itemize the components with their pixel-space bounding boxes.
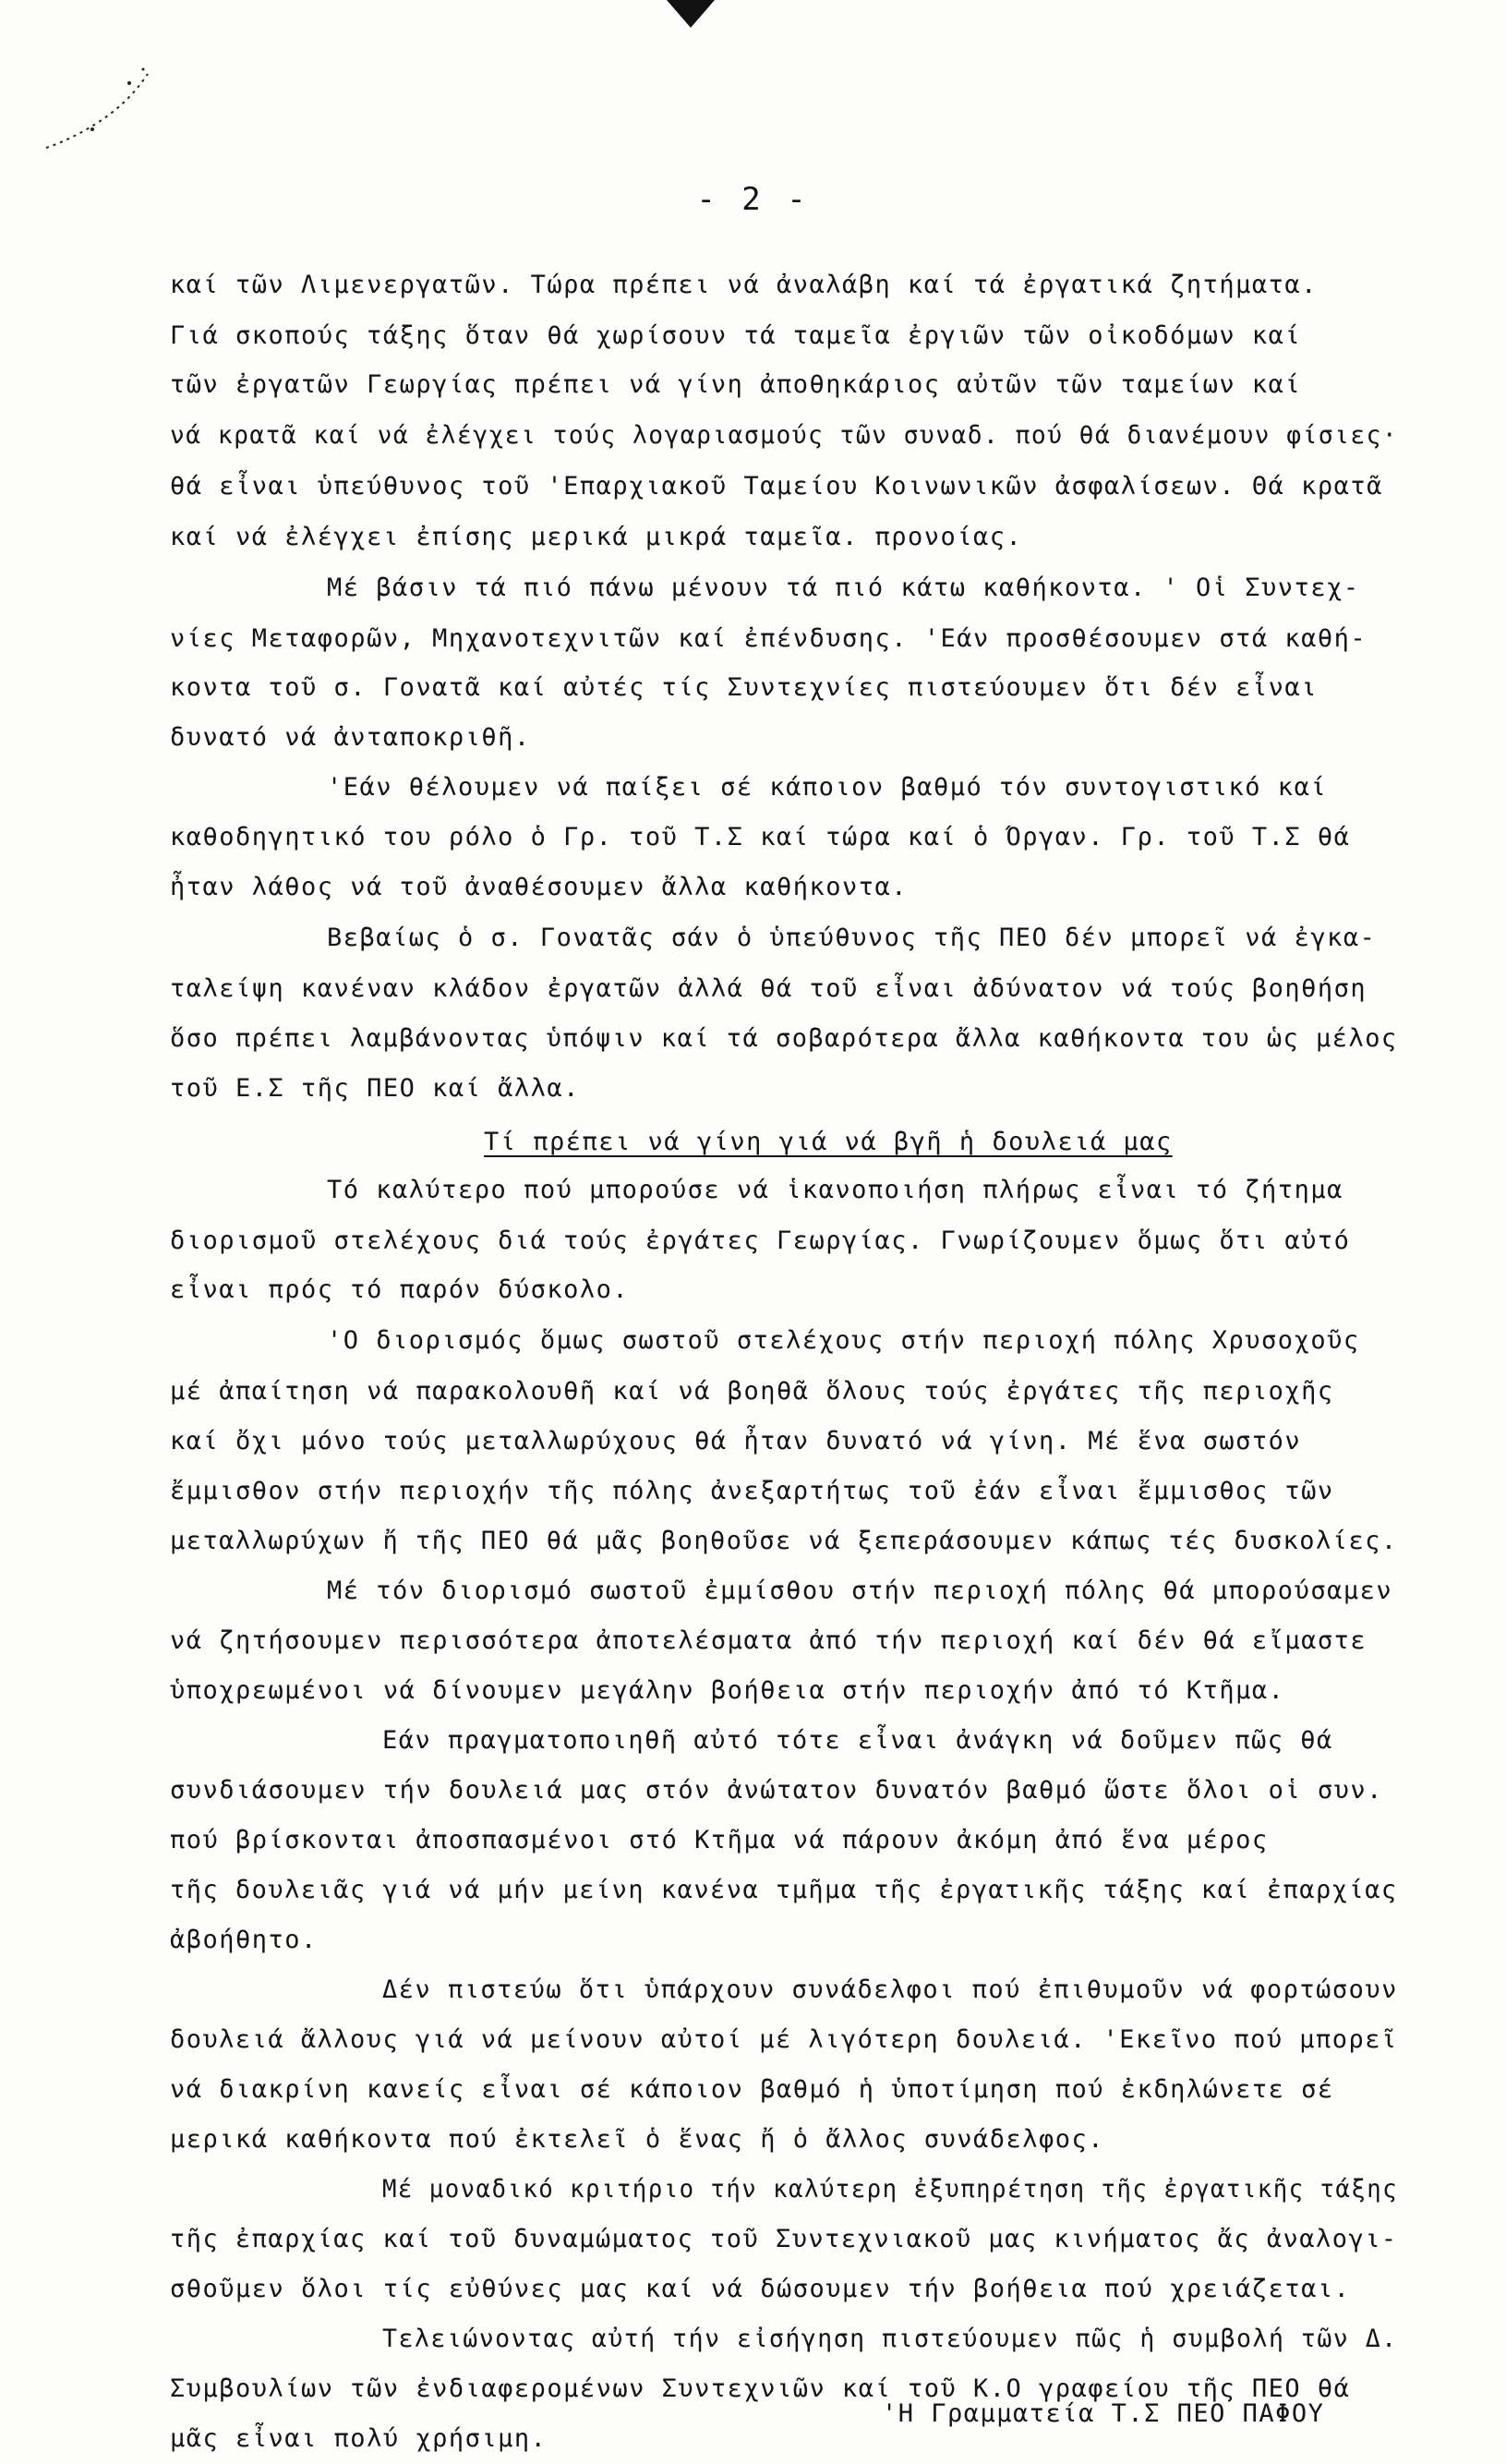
text-line: Μέ μοναδικό κριτήριο τήν καλύτερη ἐξυπηρέτηση τῆς ἐργατικῆς τάξης <box>382 2175 1399 2204</box>
text-line: νά διακρίνη κανείς εἶναι σέ κάποιον βαθμό ἡ ὑποτίμηση πού ἐκδηλώνετε σέ <box>170 2075 1334 2104</box>
text-line: μᾶς εἶναι πολύ χρήσιμη. <box>170 2424 548 2453</box>
text-line: πού βρίσκονται ἀποσπασμένοι στό Κτῆμα νά πάρουν ἀκόμη ἀπό ἕνα μέρος <box>170 1826 1269 1854</box>
text-line: Μέ τόν διορισμό σωστοῦ ἐμμίσθου στήν περιοχή πόλης θά μπορούσαμεν <box>327 1576 1393 1605</box>
text-line: ἦταν λάθος νά τοῦ ἀναθέσουμεν ἄλλα καθήκοντα. <box>170 873 908 901</box>
text-line: νά κρατᾶ καί νά ἐλέγχει τούς λογαριασμούς τῶν συναδ. πού θά διανέμουν φίσιες· <box>170 421 1399 450</box>
text-line: νά ζητήσουμεν περισσότερα ἀποτελέσματα ἀπό τήν περιοχή καί δέν θά εἴμαστε <box>170 1626 1367 1655</box>
text-line: Δέν πιστεύω ὅτι ὑπάρχουν συνάδελφοι πού ἐπιθυμοῦν νά φορτώσουν <box>382 1975 1398 2004</box>
text-line: τοῦ Ε.Σ τῆς ΠΕΟ καί ἄλλα. <box>170 1074 580 1103</box>
text-line: Μέ βάσιν τά πιό πάνω μένουν τά πιό κάτω καθήκοντα. ' Οἱ Συντεχ- <box>327 574 1360 602</box>
text-line: 'Εάν θέλουμεν νά παίξει σέ κάποιον βαθμό τόν συντογιστικό καί <box>327 773 1328 802</box>
text-line: καθοδηγητικό του ρόλο ὁ Γρ. τοῦ Τ.Σ καί τώρα καί ὁ Όργαν. Γρ. τοῦ Τ.Σ θά <box>170 823 1351 852</box>
text-line: κοντα τοῦ σ. Γονατᾶ καί αὐτές τίς Συντεχνίες πιστεύουμεν ὅτι δέν εἶναι <box>170 673 1318 702</box>
text-line: τῆς ἐπαρχίας καί τοῦ δυναμώματος τοῦ Συντεχνιακοῦ μας κινήματος ἄς ἀναλογι- <box>170 2225 1398 2253</box>
page-number: - 2 - <box>696 181 810 218</box>
text-line: ἔμμισθον στήν περιοχήν τῆς πόλης ἀνεξαρτήτως τοῦ ἐάν εἶναι ἔμμισθος τῶν <box>170 1477 1334 1505</box>
text-line: σθοῦμεν ὅλοι τίς εὐθύνες μας καί νά δώσουμεν τήν βοήθεια πού χρειάζεται. <box>170 2275 1351 2303</box>
text-line: θά εἶναι ὑπεύθυνος τοῦ 'Επαρχιακοῦ Ταμείου Κοινωνικῶν ἀσφαλίσεων. Θά κρατᾶ <box>170 472 1383 501</box>
text-line: μερικά καθήκοντα πού ἐκτελεῖ ὁ ἕνας ἤ ὁ ἄλλος συνάδελφος. <box>170 2125 1105 2154</box>
text-line: Βεβαίως ὁ σ. Γονατᾶς σάν ὁ ὑπεύθυνος τῆς ΠΕΟ δέν μπορεῖ νά ἐγκα- <box>327 924 1377 952</box>
text-line: ταλείψη κανέναν κλάδον ἐργατῶν ἀλλά θά τοῦ εἶναι ἀδύνατον νά τούς βοηθήση <box>170 974 1367 1003</box>
text-line: ἀβοήθητο. <box>170 1926 318 1954</box>
corner-mark <box>667 0 715 28</box>
text-line: Τό καλύτερο πού μπορούσε νά ἱκανοποιήση πλήρως εἶναι τό ζήτημα <box>327 1176 1343 1204</box>
text-line: καί νά ἐλέγχει ἐπίσης μερικά μικρά ταμεῖα. προνοίας. <box>170 523 1023 551</box>
text-line: μεταλλωρύχων ἤ τῆς ΠΕΟ θά μᾶς βοηθοῦσε νά ξεπεράσουμεν κάπως τές δυσκολίες. <box>170 1527 1398 1555</box>
text-line: Εάν πραγματοποιηθῆ αὐτό τότε εἶναι ἀνάγκη νά δοῦμεν πῶς θά <box>382 1726 1333 1755</box>
text-line: ὅσο πρέπει λαμβάνοντας ὑπόψιν καί τά σοβαρότερα ἄλλα καθήκοντα του ὡς μέλος <box>170 1024 1398 1053</box>
text-line: διορισμοῦ στελέχους διά τούς ἐργάτες Γεωργίας. Γνωρίζουμεν ὅμως ὅτι αὐτό <box>170 1226 1351 1255</box>
text-line: μέ ἀπαίτηση νά παρακολουθῆ καί νά βοηθᾶ ὅλους τούς ἐργάτες τῆς περιοχῆς <box>170 1377 1334 1406</box>
text-line: Συμβουλίων τῶν ἐνδιαφερομένων Συντεχνιῶν καί τοῦ Κ.Ο γραφείου τῆς ΠΕΟ θά <box>170 2374 1351 2403</box>
text-line: ὑποχρεωμένοι νά δίνουμεν μεγάλην βοήθεια στήν περιοχήν ἀπό τό Κτῆμα. <box>170 1676 1285 1705</box>
ink-smudge <box>37 46 175 157</box>
section-heading: Τί πρέπει νά γίνη γιά νά βγῆ ἡ δουλειά μας <box>484 1128 1173 1156</box>
text-line: δυνατό νά ἀνταποκριθῆ. <box>170 723 531 752</box>
text-line: τῶν ἐργατῶν Γεωργίας πρέπει νά γίνη ἀποθηκάριος αὐτῶν τῶν ταμείων καί <box>170 370 1302 399</box>
text-line: εἶναι πρός τό παρόν δύσκολο. <box>170 1275 630 1304</box>
text-line: τῆς δουλειᾶς γιά νά μήν μείνη κανένα τμῆμα τῆς ἐργατικῆς τάξης καί ἐπαρχίας <box>170 1876 1398 1904</box>
text-line: καί ὄχι μόνο τούς μεταλλωρύχους θά ἦταν δυνατό νά γίνη. Μέ ἕνα σωστόν <box>170 1427 1302 1455</box>
text-line: καί τῶν Λιμενεργατῶν. Τώρα πρέπει νά ἀναλάβη καί τά ἐργατικά ζητήματα. <box>170 271 1318 299</box>
text-line: Γιά σκοπούς τάξης ὅταν θά χωρίσουν τά ταμεῖα ἐργιῶν τῶν οἰκοδόμων καί <box>170 321 1302 350</box>
text-line: συνδιάσουμεν τήν δουλειά μας στόν ἀνώτατον δυνατόν βαθμό ὥστε ὅλοι οἱ συν. <box>170 1776 1383 1805</box>
text-line: δουλειά ἄλλους γιά νά μείνουν αὐτοί μέ λιγότερη δουλειά. 'Εκεῖνο πού μπορεῖ <box>170 2025 1398 2054</box>
text-line: Τελειώνοντας αὐτή τήν εἰσήγηση πιστεύουμεν πῶς ἡ συμβολή τῶν Δ. <box>382 2325 1398 2353</box>
text-line: 'Ο διορισμός ὅμως σωστοῦ στελέχους στήν περιοχή πόλης Χρυσοχοῦς <box>327 1326 1360 1355</box>
signature-line: 'Η Γραμματεία Τ.Σ ΠΕΟ ΠΑΦΟΥ <box>882 2399 1325 2428</box>
text-line: νίες Μεταφορῶν, Μηχανοτεχνιτῶν καί ἐπένδυσης. 'Εάν προσθέσουμεν στά καθή- <box>170 624 1367 653</box>
